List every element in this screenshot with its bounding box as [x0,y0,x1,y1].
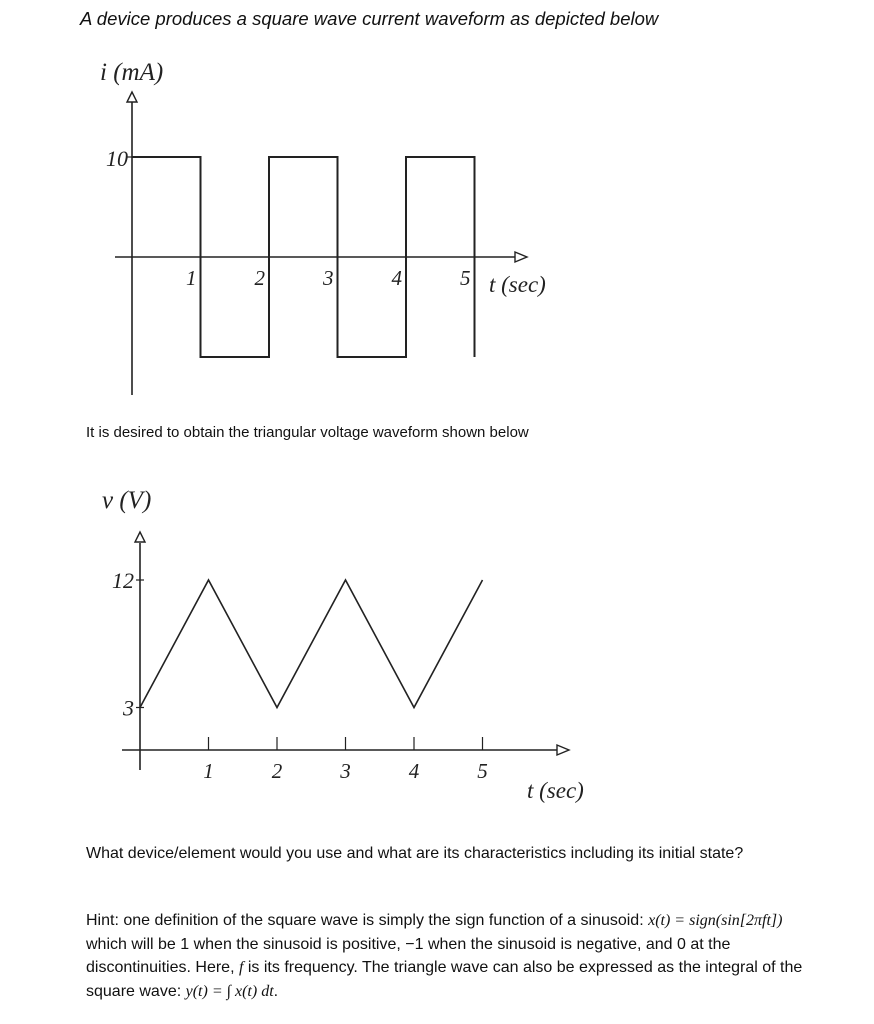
x-tick-label: 4 [391,266,402,290]
x-axis-label: t (sec) [527,778,584,803]
x-tick-label: 3 [340,759,351,783]
hint-frequency-symbol: f [238,959,244,976]
x-tick-label: 1 [186,266,197,290]
x-axis-label: t (sec) [489,272,546,297]
square-wave-chart [0,0,874,420]
x-axis-arrow [557,745,569,755]
x-tick-label: 1 [203,759,214,783]
y-axis-label: i (mA) [100,59,164,86]
triangle-wave-chart [0,470,874,803]
x-tick-label: 3 [323,266,334,290]
y-axis-arrow [135,532,145,542]
question-title: A device produces a square wave current waveform as depicted below [80,8,659,29]
y-tick-label: 3 [123,695,134,721]
hint-text-3: is its frequency. The triangle wave can also be expressed as the integral of the square wave: [86,959,803,1000]
x-tick-label: 5 [477,759,488,783]
triangle-wave-trace [140,580,483,708]
question-prompt: What device/element would you use and what are its characteristics including its initial state? [86,845,744,862]
hint-equation-square: x(t) = sign(sin[2πft]) [648,912,783,929]
y-tick-label: 10 [106,146,128,171]
x-axis-arrow [515,252,527,262]
x-tick-label: 2 [254,266,265,290]
y-axis-arrow [127,92,137,102]
question-intro-2: It is desired to obtain the triangular voltage waveform shown below [86,424,529,441]
x-tick-label: 5 [460,266,471,290]
hint-paragraph [86,909,826,1003]
hint-text-2: which will be 1 when the sinusoid is positive, −1 when the sinusoid is negative, and 0 at the discontinuities. Here, [86,935,731,976]
y-axis-label: v (V) [102,487,152,514]
x-tick-label: 4 [408,759,420,783]
hint-equation-integral: y(t) = ∫ x(t) dt [185,982,274,1000]
y-tick-label: 12 [112,568,134,593]
x-tick-label: 2 [271,759,283,783]
hint-text-4: . [273,982,279,1000]
hint-text-1: Hint: one definition of the square wave is simply the sign function of a sinusoid: [86,912,649,929]
